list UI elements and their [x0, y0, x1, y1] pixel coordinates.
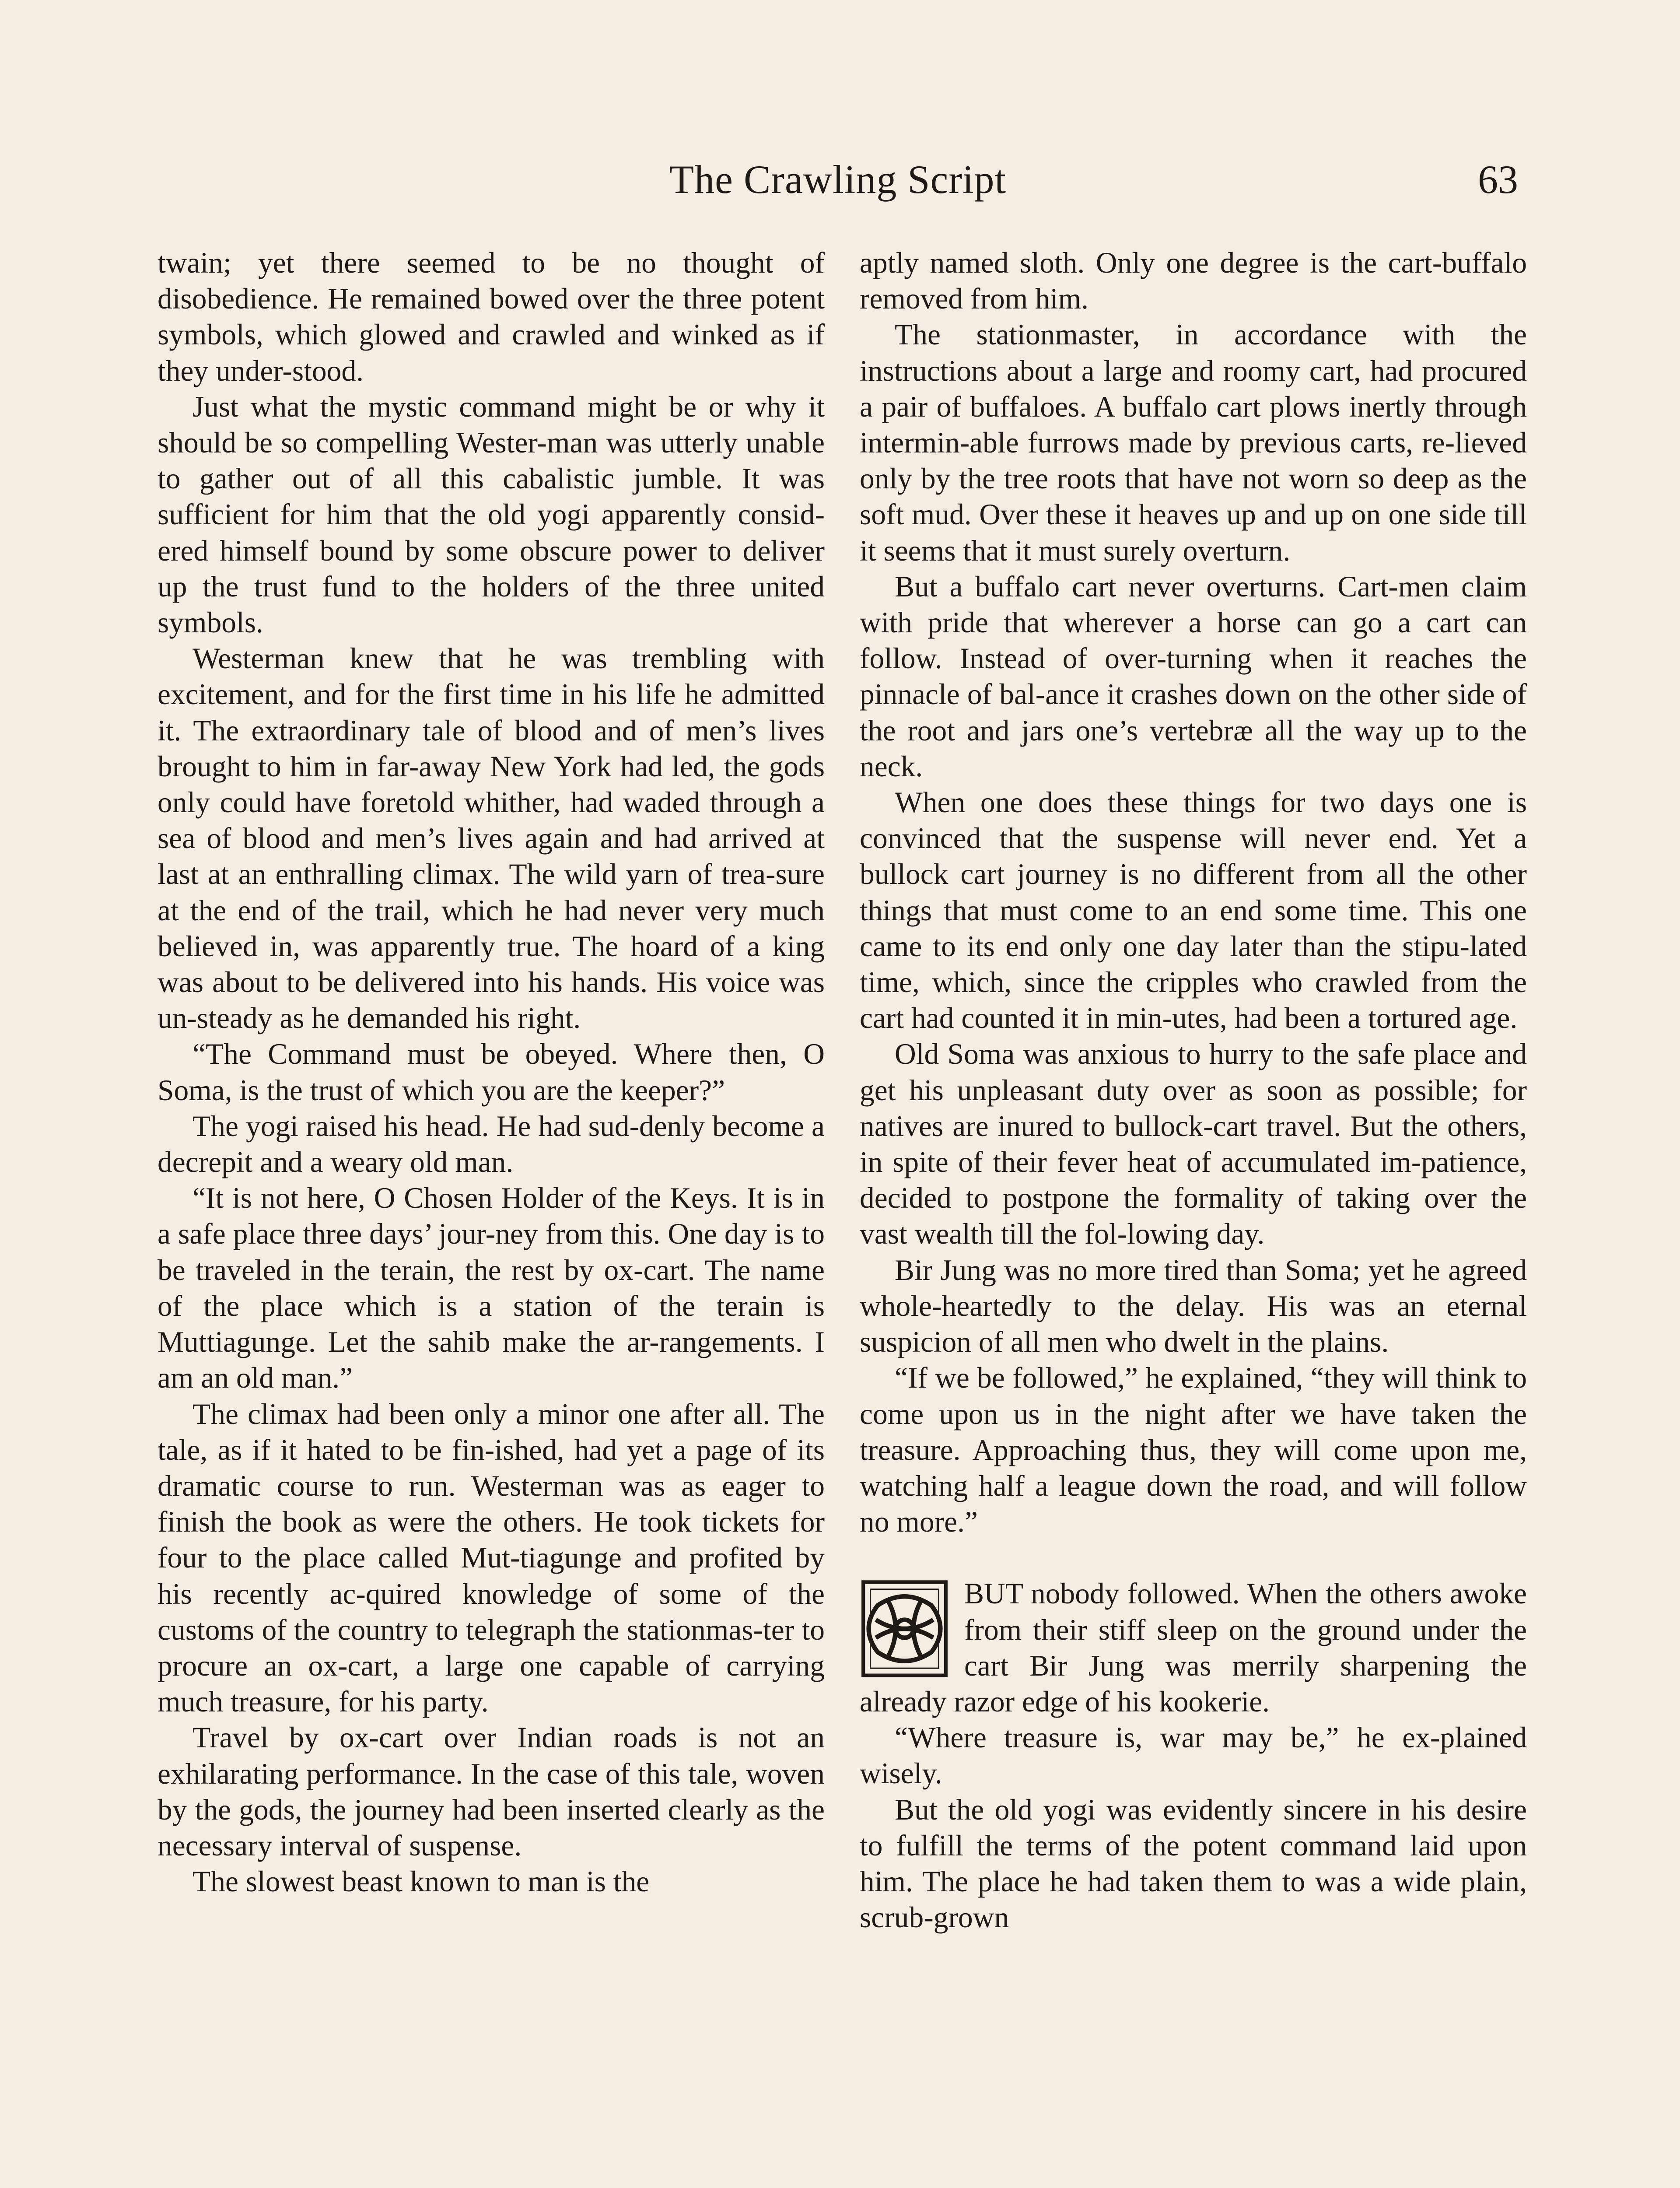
paragraph-text: BUT nobody followed. When the others awoke from their stiff sleep on the ground under the cart Bir Jung was merrily sharpening the already razor edge of his kookerie.	[860, 1577, 1527, 1718]
page-number: 63	[1478, 157, 1518, 202]
paragraph: “The Command must be obeyed. Where then, O Soma, is the trust of which you are the keeper?”	[158, 1038, 825, 1107]
paragraph: Westerman knew that he was trembling with excitement, and for the first time in his life he admitted it. The extraordinary tale of blood and of men’s lives brought to him in far-away New York had led, the gods only could have foretold whither, had waded through a sea of blood and men’s lives again and had arrived at last at an enthralling climax. The wild yarn of trea-sure at the end of the trail, which he had never very much believed in, was apparently true. The hoard of a king was about to be delivered into his hands. His voice was un-steady as he demanded his right.	[158, 642, 825, 1035]
paragraph: twain; yet there seemed to be no thought of disobedience. He remained bowed over the three potent symbols, which glowed and crawled and winked as if they under-stood.	[158, 246, 825, 387]
left-column	[158, 245, 825, 1900]
paragraph: Just what the mystic command might be or why it should be so compelling Wester-man was utterly unable to gather out of all this cabalistic jumble. It was sufficient for him that the old yogi apparently consid-ered himself bound by some obscure power to deliver up the trust fund to the holders of the three united symbols.	[158, 390, 825, 639]
paragraph: “Where treasure is, war may be,” he ex-plained wisely.	[860, 1721, 1527, 1790]
paragraph: The stationmaster, in accordance with the instructions about a large and roomy cart, had procured a pair of buffaloes. A buffalo cart plows inertly through intermin-able furrows made by previous carts, re-lieved only by the tree roots that have not worn so deep as the soft mud. Over these it heaves up and up on one side till it seems that it must surely overturn.	[860, 318, 1527, 567]
running-title: The Crawling Script	[669, 157, 1007, 202]
paragraph: But the old yogi was evidently sincere in his desire to fulfill the terms of the potent command laid upon him. The place he had taken them to was a wide plain, scrub-grown	[860, 1793, 1527, 1934]
paragraph: “It is not here, O Chosen Holder of the Keys. It is in a safe place three days’ jour-ney from this. One day is to be traveled in the terain, the rest by ox-cart. The name of the place which is a station of the terain is Muttiagunge. Let the sahib make the ar-rangements. I am an old man.”	[158, 1182, 825, 1395]
paragraph: The climax had been only a minor one after all. The tale, as if it hated to be fin-ished, had yet a page of its dramatic course to run. Westerman was as eager to finish the book as were the others. He took tickets for four to the place called Mut-tiagunge and profited by his recently ac-quired knowledge of some of the customs of the country to telegraph the stationmas-ter to procure an ox-cart, a large one capable of carrying much treasure, for his party.	[158, 1397, 825, 1718]
celtic-knot-ornament-icon	[860, 1578, 949, 1679]
paragraph: Travel by ox-cart over Indian roads is not an exhilarating performance. In the case of this tale, woven by the gods, the journey had been inserted clearly as the necessary interval of suspense.	[158, 1721, 825, 1862]
paragraph: But a buffalo cart never overturns. Cart-men claim with pride that wherever a horse can go a cart can follow. Instead of over-turning when it reaches the pinnacle of bal-ance it crashes down on the other side of the root and jars one’s vertebræ all the way up to the neck.	[860, 570, 1527, 783]
paragraph: Bir Jung was no more tired than Soma; yet he agreed whole-heartedly to the delay. His was an eternal suspicion of all men who dwelt in the plains.	[860, 1253, 1527, 1359]
running-header	[158, 144, 1518, 214]
paragraph: aptly named sloth. Only one degree is the cart-buffalo removed from him.	[860, 246, 1527, 316]
paragraph: The yogi raised his head. He had sud-denly become a decrepit and a weary old man.	[158, 1109, 825, 1179]
paragraph: Old Soma was anxious to hurry to the safe place and get his unpleasant duty over as soon as possible; for natives are inured to bullock-cart travel. But the others, in spite of their fever heat of accumulated im-patience, decided to postpone the formality of taking over the vast wealth till the fol-lowing day.	[860, 1038, 1527, 1251]
section-opening-paragraph	[860, 1576, 1527, 1720]
paragraph: When one does these things for two days one is convinced that the suspense will never end. Yet a bullock cart journey is no different from all the other things that must come to an end some time. This one came to its end only one day later than the stipu-lated time, which, since the cripples who crawled from the cart had counted it in min-utes, had been a tortured age.	[860, 786, 1527, 1035]
right-column	[860, 245, 1527, 1936]
paragraph: The slowest beast known to man is the	[192, 1865, 650, 1898]
paragraph: “If we be followed,” he explained, “they will think to come upon us in the night after we have taken the treasure. Approaching thus, they will come upon me, watching half a league down the road, and will follow no more.”	[860, 1361, 1527, 1539]
